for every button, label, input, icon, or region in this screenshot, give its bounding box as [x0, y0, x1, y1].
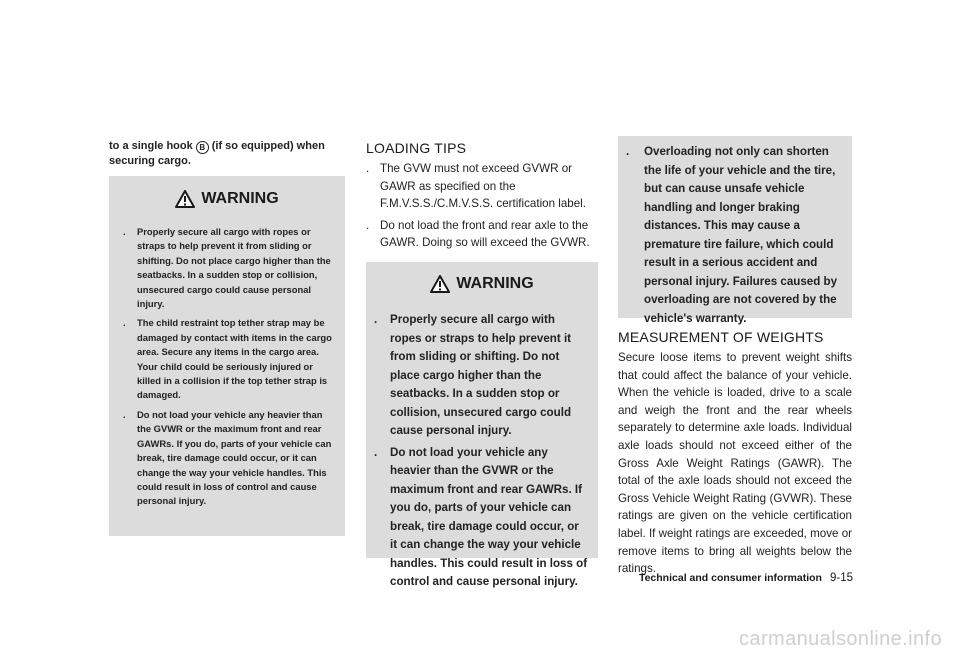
tip-text: The GVW must not exceed GVWR or GAWR as specified on the F.M.V.S.S./C.M.V.S.S. certification label. — [380, 162, 586, 211]
list-item — [123, 225, 333, 311]
watermark: carmanualsonline.info — [739, 628, 942, 650]
warning-box-left — [109, 176, 345, 536]
tip-text: Do not load the front and rear axle to the GAWR. Doing so will exceed the GVWR. — [380, 218, 590, 250]
loading-tips-title: LOADING TIPS — [366, 140, 467, 156]
page-footer — [621, 572, 853, 584]
warning-heading: WARNING — [201, 190, 279, 207]
warning-box-middle — [366, 262, 598, 588]
list-item — [626, 143, 842, 328]
warning-header — [366, 273, 598, 295]
warning-list — [123, 225, 333, 509]
intro-text-end: (if so equipped) when securing cargo. — [109, 140, 325, 167]
intro-text — [109, 139, 345, 169]
list-item — [123, 316, 333, 402]
warning-list — [626, 143, 842, 328]
bullet: . — [366, 162, 370, 175]
warning-text: The child restraint top tether strap may be damaged by contact with items in the cargo area. Secure any items in the cargo area. Your child could be seriously injured or killed in a collision if the top tether strap is damaged. — [137, 317, 332, 401]
measurement-title: MEASUREMENT OF WEIGHTS — [618, 329, 824, 345]
bullet: . — [374, 445, 378, 459]
intro-text-start: to a single hook — [109, 140, 193, 152]
warning-text: Overloading not only can shorten the life of your vehicle and the tire, but can cause unsafe vehicle handling and longer braking distances. This may cause a premature tire failure, which could result in a serious accident and personal injury. Failures caused by overloading are not covered by the vehicle's warranty. — [644, 145, 838, 325]
list-item — [366, 217, 598, 252]
list-item — [374, 311, 588, 441]
bullet: . — [374, 313, 378, 326]
warning-heading: WARNING — [456, 275, 534, 292]
warning-text: Do not load your vehicle any heavier than the GVWR or the maximum front and rear GAWRs. If you do, parts of your vehicle can break, tire damage could occur, or it can change the way your vehicle handles. This could result in loss of control and cause personal injury. — [137, 408, 332, 507]
warning-triangle-icon — [175, 190, 195, 208]
list-item — [374, 444, 588, 592]
warning-triangle-icon — [430, 275, 450, 293]
page-number: 9-15 — [829, 572, 853, 584]
bullet: . — [123, 226, 126, 237]
callout-b-badge: B — [196, 141, 209, 154]
warning-text: Do not load your vehicle any heavier than the GVWR or the maximum front and rear GAWRs. If you do, parts of your vehicle can break, tire damage could occur, or it can change the way your vehicle handles. This could result in loss of control and cause personal injury. — [390, 445, 588, 588]
bullet: . — [123, 317, 126, 329]
list-item — [123, 408, 333, 509]
list-item — [366, 160, 598, 213]
measurement-paragraph: Secure loose items to prevent weight shifts that could affect the balance of your vehicle. When the vehicle is loaded, drive to a scale and weigh the front and the rear wheels separately to determine axle loads. Individual axle loads should not exceed either of the Gross Axle Weight Ratings (GAWR). The total of the axle loads should not exceed the Gross Vehicle Weight Rating (GVWR). These ratings are given on the vehicle certification label. If weight ratings are exceeded, move or remove items to bring all weights below the ratings. — [618, 351, 852, 576]
bullet: . — [123, 408, 126, 420]
warning-list — [374, 311, 588, 592]
loading-tips-list — [366, 160, 598, 256]
bullet: . — [626, 145, 630, 158]
footer-section-title: Technical and consumer information — [638, 572, 822, 584]
warning-text: Properly secure all cargo with ropes or straps to help prevent it from sliding or shifting. Do not place cargo higher than the seatbacks. In a sudden stop or collision, unsecured cargo could cause personal injury. — [390, 313, 572, 437]
bullet: . — [366, 218, 370, 232]
warning-box-right — [618, 136, 852, 325]
warning-text: Properly secure all cargo with ropes or straps to help prevent it from sliding or shifting. Do not place cargo higher than the seatbacks. In a sudden stop or collision, unsecured cargo could cause personal injury. — [137, 226, 331, 310]
warning-header — [109, 188, 345, 210]
